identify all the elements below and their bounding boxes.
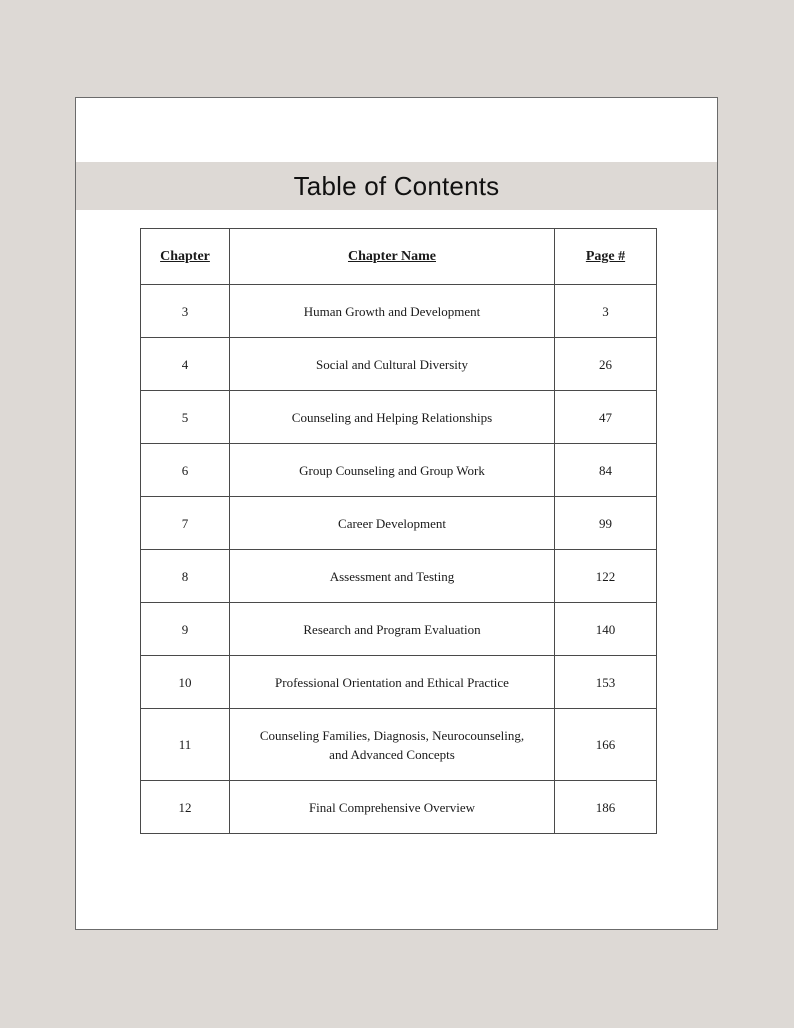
chapter-name-line: Counseling Families, Diagnosis, Neurocounseling, xyxy=(259,727,525,743)
chapter-name: Career Development xyxy=(230,497,555,550)
table-row xyxy=(141,550,657,603)
chapter-number: 9 xyxy=(141,603,230,656)
page-number: 122 xyxy=(555,550,657,603)
page-number: 26 xyxy=(555,338,657,391)
table-row xyxy=(141,444,657,497)
chapter-name: Research and Program Evaluation xyxy=(230,603,555,656)
table-row xyxy=(141,285,657,338)
page-number: 3 xyxy=(555,285,657,338)
chapter-number: 7 xyxy=(141,497,230,550)
page-number: 166 xyxy=(555,709,657,781)
chapter-number: 3 xyxy=(141,285,230,338)
chapter-name: Final Comprehensive Overview xyxy=(230,781,555,834)
chapter-name: Professional Orientation and Ethical Practice xyxy=(230,656,555,709)
header-page: Page # xyxy=(555,229,657,285)
header-chapter-name: Chapter Name xyxy=(230,229,555,285)
document-page xyxy=(75,97,718,930)
page-number: 99 xyxy=(555,497,657,550)
page-number: 140 xyxy=(555,603,657,656)
chapter-name: Group Counseling and Group Work xyxy=(230,444,555,497)
chapter-number: 8 xyxy=(141,550,230,603)
page-number: 186 xyxy=(555,781,657,834)
chapter-name: Assessment and Testing xyxy=(230,550,555,603)
chapter-number: 5 xyxy=(141,391,230,444)
page-number: 84 xyxy=(555,444,657,497)
title-band xyxy=(76,162,717,210)
table-row xyxy=(141,709,657,781)
page-number: 153 xyxy=(555,656,657,709)
table-row xyxy=(141,391,657,444)
header-chapter: Chapter xyxy=(141,229,230,285)
chapter-name xyxy=(230,709,555,781)
page-number: 47 xyxy=(555,391,657,444)
table-row xyxy=(141,603,657,656)
chapter-number: 11 xyxy=(141,709,230,781)
table-row xyxy=(141,781,657,834)
chapter-name: Human Growth and Development xyxy=(230,285,555,338)
table-row xyxy=(141,497,657,550)
chapter-name: Social and Cultural Diversity xyxy=(230,338,555,391)
chapter-number: 12 xyxy=(141,781,230,834)
chapter-name-line: and Advanced Concepts xyxy=(329,746,455,762)
chapter-number: 4 xyxy=(141,338,230,391)
table-row xyxy=(141,656,657,709)
chapter-name: Counseling and Helping Relationships xyxy=(230,391,555,444)
toc-table xyxy=(140,228,657,834)
page-title: Table of Contents xyxy=(293,170,500,201)
table-row xyxy=(141,338,657,391)
chapter-number: 6 xyxy=(141,444,230,497)
chapter-number: 10 xyxy=(141,656,230,709)
table-header-row xyxy=(141,229,657,285)
